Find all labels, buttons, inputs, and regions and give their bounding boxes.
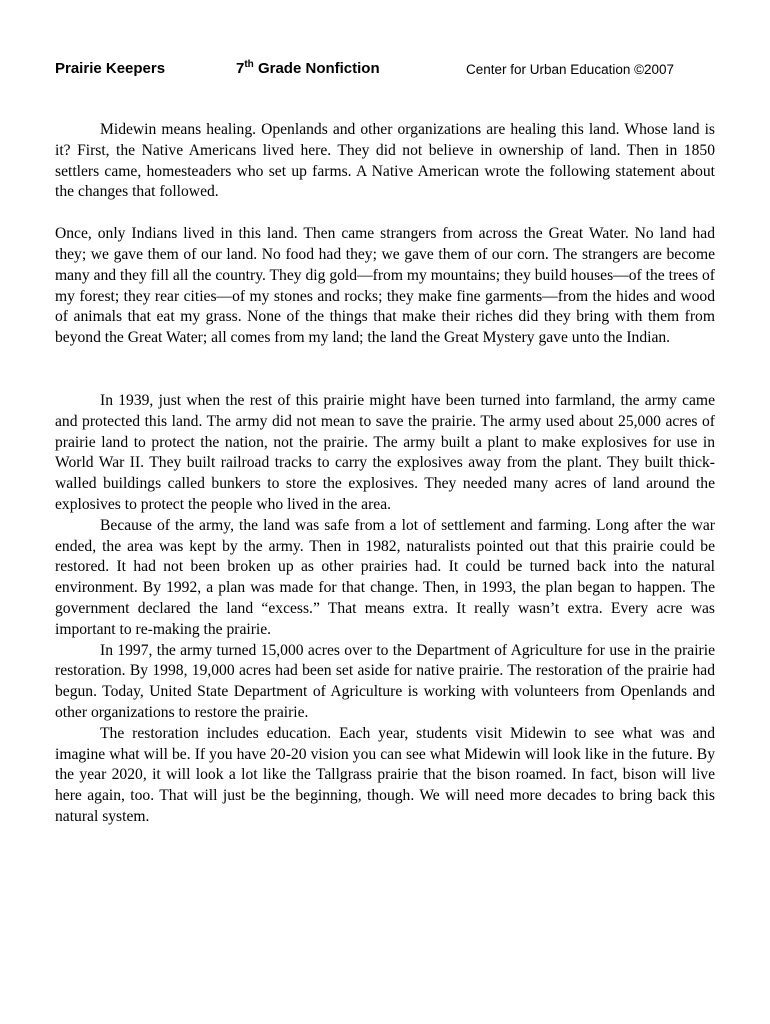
paragraph-army: In 1939, just when the rest of this prairie might have been turned into farmland, the army came and protected this land. The army did not mean to save the prairie. The army used about 25,000 acres of prairie land to protect the nation, not the prairie. The army built a plant to make explosives for use in World War II. They built railroad tracks to carry the explosives away from the plant. They built thick-walled buildings called bunkers to store the explosives. They needed many acres of land around the explosives to protect the people who lived in the area. [55, 391, 715, 513]
paragraph-intro: Midewin means healing. Openlands and other organizations are healing this land. Whose land is it? First, the Native Americans lived here. They did not believe in ownership of land. Then in 1850 settlers came, homesteaders who set up farms. A Native American wrote the following statement about the changes that followed. [55, 121, 715, 201]
grade-text: Grade Nonfiction [253, 60, 380, 77]
paragraph-education: The restoration includes education. Each year, students visit Midewin to see what was and imagine what will be. If you have 20-20 vision you can see what Midewin will look like in the future. By the year 2020, it will look a lot like the Tallgrass prairie that the bison roamed. In fact, bison will live here again, too. That will just be the beginning, though. We will need more decades to bring back this natural system. [55, 724, 715, 825]
paragraph-restoration-plan: Because of the army, the land was safe from a lot of settlement and farming. Long after the war ended, the area was kept by the army. Then in 1982, naturalists pointed out that this prairie could be restored. It had not been broken up as other prairies had. It could be turned back into the natural environment. By 1992, a plan was made for that change. Then, in 1993, the plan began to happen. The government declared the land “excess.” That means extra. It really wasn’t extra. Every acre was important to re-making the prairie. [55, 516, 715, 638]
grade-suffix: th [244, 59, 254, 70]
series-title: Prairie Keepers [55, 60, 166, 77]
native-american-quote: Once, only Indians lived in this land. Then came strangers from across the Great Water. No land had they; we gave them of our land. No food had they; we gave them of our corn. The strangers are become many and they fill all the country. They dig gold—from my mountains; they build houses—of the trees of my forest; they rear cities—of my stones and rocks; they make fine garments—from the hides and wood of animals that eat my grass. None of the things that make their riches did they bring with them from beyond the Great Water; all comes from my land; the land the Great Mystery gave unto the Indian. [55, 225, 715, 347]
article-body [55, 120, 715, 828]
page-header [55, 60, 715, 84]
grade-number: 7 [236, 60, 245, 77]
copyright-credit: Center for Urban Education ©2007 [466, 62, 675, 77]
paragraph-agriculture: In 1997, the army turned 15,000 acres over to the Department of Agriculture for use in the prairie restoration. By 1998, 19,000 acres had been set aside for native prairie. The restoration of the prairie had begun. Today, United State Department of Agriculture is working with volunteers from Openlands and other organizations to restore the prairie. [55, 641, 715, 721]
grade-label [236, 60, 380, 77]
